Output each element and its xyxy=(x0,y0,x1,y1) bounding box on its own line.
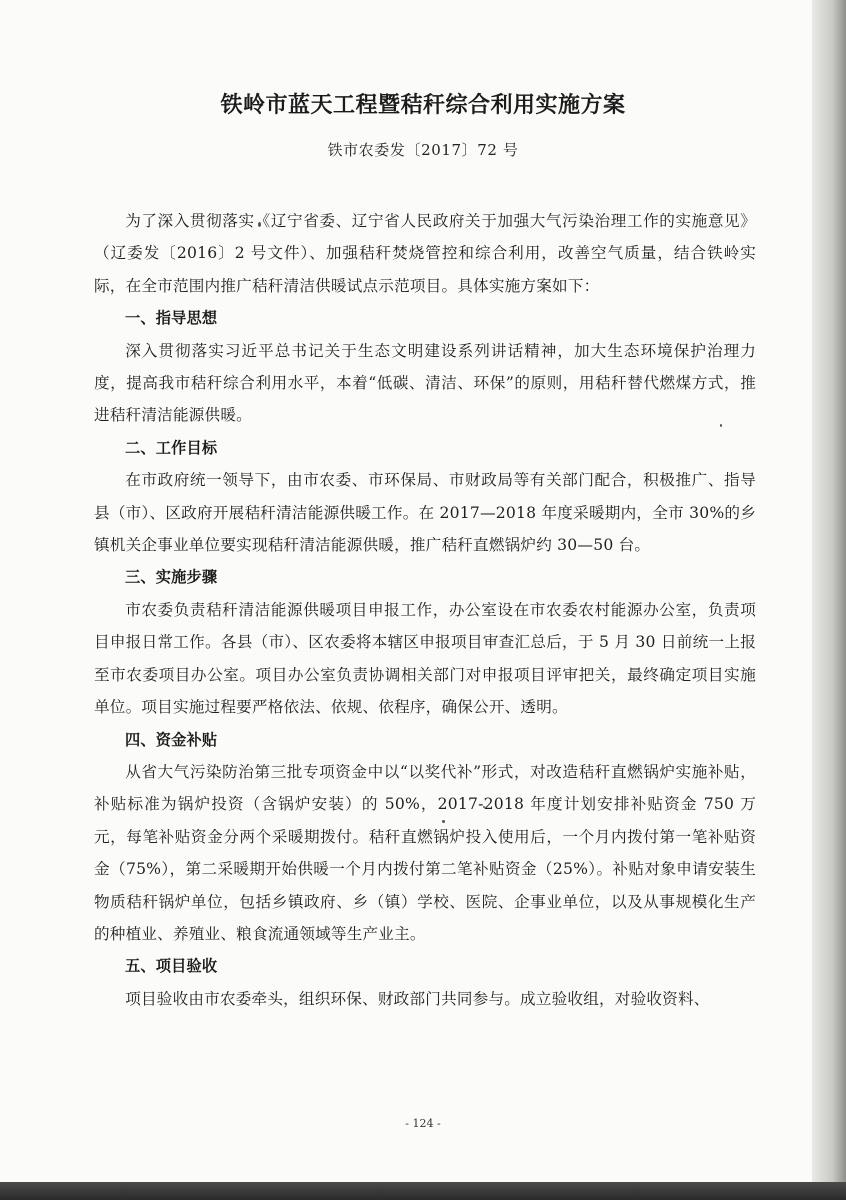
page-number: - 124 - xyxy=(405,1117,441,1130)
scanner-edge-right xyxy=(812,0,846,1182)
section-paragraph-guiding-ideology: 深入贯彻落实习近平总书记关于生态文明建设系列讲话精神，加大生态环境保护治理力度，提高我市秸秆综合利用水平，本着“低碳、清洁、环保”的原则，用秸秆替代燃煤方式，推进秸秆清洁能源供暖。 xyxy=(94,341,756,425)
document-number: 铁市农委发〔2017〕72 号 xyxy=(327,141,519,159)
intro-paragraph: 为了深入贯彻落实《辽宁省委、辽宁省人民政府关于加强大气污染治理工作的实施意见》（辽委发〔2016〕2 号文件）、加强秸秆焚烧管控和综合利用，改善空气质量，结合铁岭实际，在全市范围内推广秸秆清洁供暖试点示范项目。具体实施方案如下： xyxy=(94,212,756,295)
section-heading-project-acceptance: 五、项目验收 xyxy=(125,957,218,976)
section-paragraph-project-acceptance: 项目验收由市农委牵头，组织环保、财政部门共同参与。成立验收组，对验收资料、 xyxy=(125,989,710,1008)
document-title: 铁岭市蓝天工程暨秸秆综合利用实施方案 xyxy=(220,93,626,118)
scanner-edge-bottom xyxy=(0,1182,846,1200)
section-heading-funding-subsidy: 四、资金补贴 xyxy=(125,730,218,749)
section-paragraph-implementation-steps: 市农委负责秸秆清洁能源供暖项目申报工作，办公室设在市农委农村能源办公室，负责项目申报日常工作。各县（市）、区农委将本辖区申报项目审查汇总后，于 5 月 30 日前统一上报至市农委项目办公室。项目办公室负责协调相关部门对申报项目评审把关，最终确定项目实施单位。项目实施过程要严格依法、依规、依程序，确保公开、透明。 xyxy=(94,600,756,717)
document-body xyxy=(94,205,756,1015)
section-paragraph-funding-subsidy: 从省大气污染防治第三批专项资金中以“以奖代补”形式，对改造秸秆直燃锅炉实施补贴，补贴标准为锅炉投资（含锅炉安装）的 50%，2017-2018 年度计划安排补贴资金 750 万元，每笔补贴资金分两个采暖期拨付。秸秆直燃锅炉投入使用后，一个月内拨付第一笔补贴资金（75%），第二采暖期开始供暖一个月内拨付第二笔补贴资金（25%）。补贴对象申请安装生物质秸秆锅炉单位，包括乡镇政府、乡（镇）学校、医院、企事业单位，以及从事规模化生产的种植业、养殖业、粮食流通领域等生产业主。 xyxy=(94,762,756,943)
section-heading-work-goals: 二、工作目标 xyxy=(125,438,218,457)
section-paragraph-work-goals: 在市政府统一领导下，由市农委、市环保局、市财政局等有关部门配合，积极推广、指导县（市）、区政府开展秸秆清洁能源供暖工作。在 2017—2018 年度采暖期内，全市 30%的乡镇机关企事业单位要实现秸秆清洁能源供暖，推广秸秆直燃锅炉约 30—50 台。 xyxy=(94,471,756,555)
section-heading-implementation-steps: 三、实施步骤 xyxy=(125,568,218,587)
section-heading-guiding-ideology: 一、指导思想 xyxy=(125,309,218,328)
